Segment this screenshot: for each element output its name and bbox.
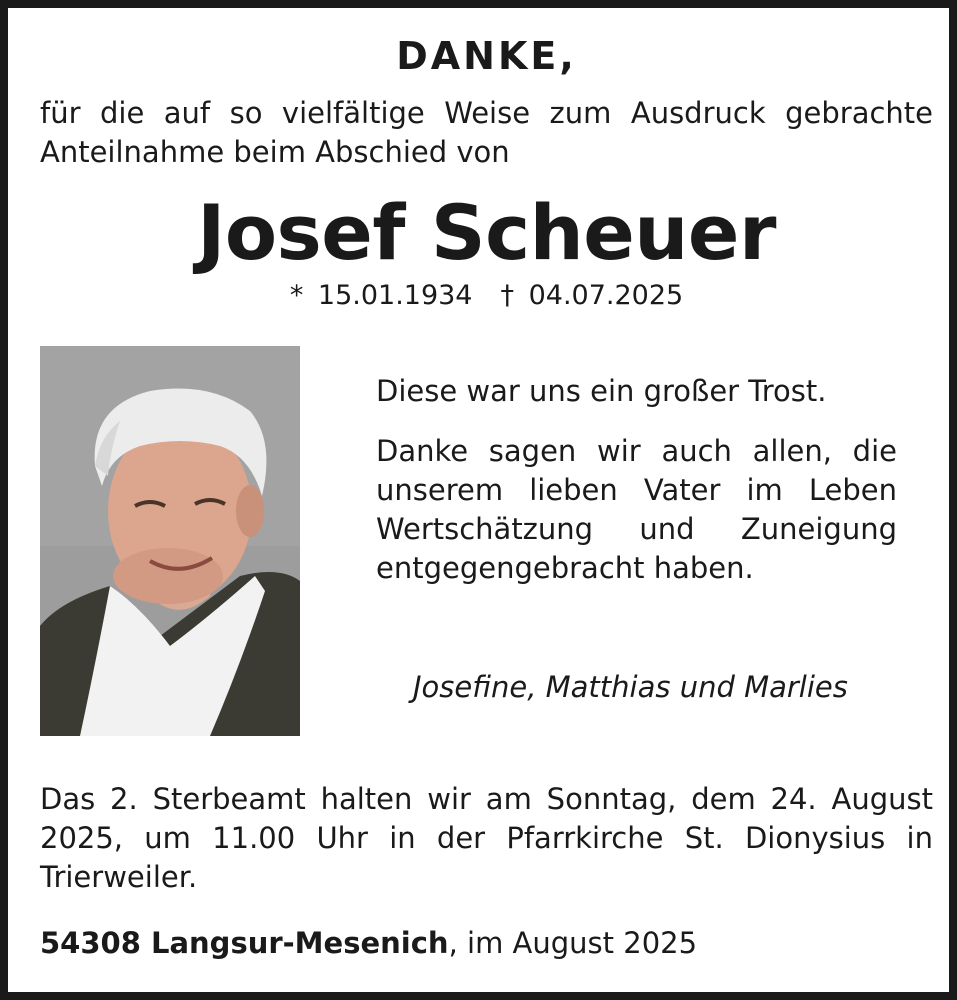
signature: Josefine, Matthias und Marlies bbox=[413, 670, 848, 704]
intro-text: für die auf so vielfältige Weise zum Ausdruck gebrachte Anteilnahme beim Abschied von bbox=[40, 96, 933, 169]
death-date: † 04.07.2025 bbox=[500, 280, 684, 311]
message-paragraph: Danke sagen wir auch allen, die unserem lieben Vater im Leben Wertschätzung und Zuneigung entgegengebracht haben. bbox=[376, 434, 897, 585]
birth-date: * 15.01.1934 bbox=[289, 280, 473, 311]
heading: DANKE, bbox=[396, 34, 577, 78]
footer-line bbox=[40, 926, 697, 960]
portrait-image bbox=[40, 346, 300, 736]
life-dates bbox=[8, 280, 957, 311]
service-notice: Das 2. Sterbeamt halten wir am Sonntag, dem 24. August 2025, um 11.00 Uhr in der Pfarrkirche St. Dionysius in Trierweiler. bbox=[40, 782, 933, 894]
deceased-name: Josef Scheuer bbox=[197, 188, 776, 277]
portrait-photo bbox=[40, 346, 300, 736]
message-line: Diese war uns ein großer Trost. bbox=[376, 374, 827, 408]
footer-place: 54308 Langsur-Mesenich bbox=[40, 926, 449, 960]
footer-date: , im August 2025 bbox=[448, 926, 698, 960]
